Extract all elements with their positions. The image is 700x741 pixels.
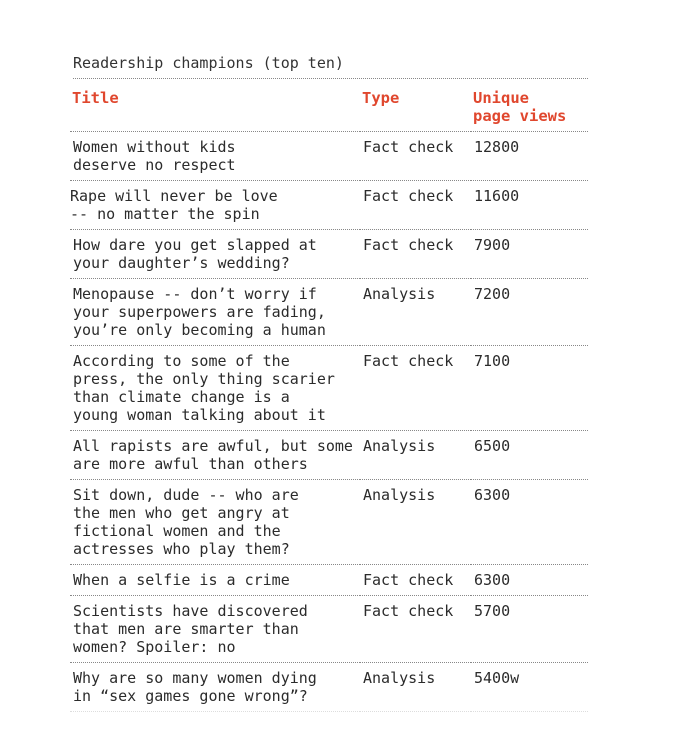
row-type: Analysis [360, 480, 471, 565]
table-row [70, 565, 588, 596]
row-type: Fact check [360, 346, 471, 431]
row-views: 7900 [471, 230, 588, 279]
readership-table-container [70, 54, 588, 712]
row-views: 5700 [471, 596, 588, 663]
table-caption: Readership champions (top ten) [73, 54, 588, 79]
table-row [70, 230, 588, 279]
row-views: 6300 [471, 565, 588, 596]
table-row [70, 181, 588, 230]
table-row [70, 596, 588, 663]
row-title: Menopause -- don’t worry if your superpowers are fading, you’re only becoming a human [70, 279, 360, 346]
header-type: Type [360, 79, 471, 132]
row-title: All rapists are awful, but some are more awful than others [70, 431, 360, 480]
row-title: Sit down, dude -- who are the men who get angry at fictional women and the actresses who play them? [70, 480, 360, 565]
row-type: Fact check [360, 565, 471, 596]
row-views: 6300 [471, 480, 588, 565]
row-type: Fact check [360, 181, 471, 230]
row-views: 7200 [471, 279, 588, 346]
row-views: 12800 [471, 132, 588, 181]
row-type: Fact check [360, 596, 471, 663]
row-type: Analysis [360, 663, 471, 712]
table-row [70, 346, 588, 431]
table-row [70, 279, 588, 346]
row-title: Rape will never be love -- no matter the spin [70, 181, 360, 230]
row-title: Women without kids deserve no respect [70, 132, 360, 181]
row-views: 5400w [471, 663, 588, 712]
table-row [70, 431, 588, 480]
row-views: 6500 [471, 431, 588, 480]
table-row [70, 663, 588, 712]
table-row [70, 480, 588, 565]
header-views: Unique page views [471, 79, 588, 132]
header-title: Title [70, 79, 360, 132]
row-views: 11600 [471, 181, 588, 230]
readership-table [70, 79, 588, 712]
table-row [70, 132, 588, 181]
row-title: According to some of the press, the only thing scarier than climate change is a young woman talking about it [70, 346, 360, 431]
row-views: 7100 [471, 346, 588, 431]
row-type: Fact check [360, 230, 471, 279]
row-title: When a selfie is a crime [70, 565, 360, 596]
row-title: Why are so many women dying in “sex games gone wrong”? [70, 663, 360, 712]
row-type: Fact check [360, 132, 471, 181]
row-title: How dare you get slapped at your daughter’s wedding? [70, 230, 360, 279]
row-type: Analysis [360, 431, 471, 480]
header-row [70, 79, 588, 132]
row-title: Scientists have discovered that men are smarter than women? Spoiler: no [70, 596, 360, 663]
row-type: Analysis [360, 279, 471, 346]
